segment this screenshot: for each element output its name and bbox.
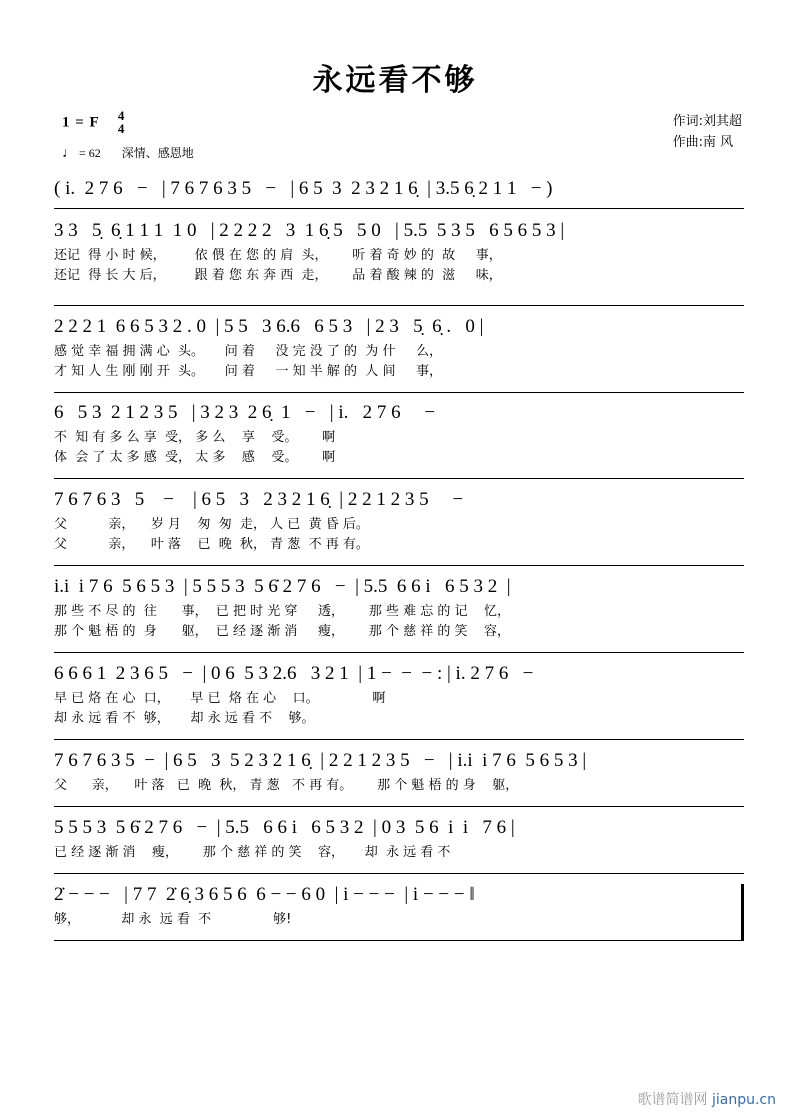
lyric-row-verse1: 感 觉 幸 福 拥 满 心 头。 问 着 没 完 没 了 的 为 什 么， <box>54 344 443 359</box>
note-row: 7 6 7 6 3 5 − | 6 5 3 5 2 3 2 1 6̣ | 2 2 1 2 3 5 − | i.i i 7 6 5 6 5 3 | <box>54 750 587 771</box>
lyric-row-verse2: 却 永 远 看 不 够， 却 永 远 看 不 够。 <box>54 711 315 726</box>
note-row: ( i. 2 7 6 − | 7 6 7 6 3 5 − | 6 5 3 2 3 2 1 6̣ | 3.5 6̣ 2 1 1 − ) <box>54 178 553 199</box>
page-title: 永远看不够 <box>312 63 478 98</box>
expression-marking: 深情、感恩地 <box>121 146 194 160</box>
lyric-row-verse2: 父 亲， 叶 落 已 晚 秋， 青 葱 不 再 有。 <box>54 537 369 552</box>
note-row: 2̇ − − − | 7 7 2̇ 6̣ 3 6 5 6 6 − − 6 0 | i − − − | i − − − ‖ <box>54 884 475 905</box>
staff-divider <box>54 652 744 653</box>
time-signature-denominator: 4 <box>117 121 126 136</box>
lyric-row-verse1: 父 亲， 叶 落 已 晚 秋， 青 葱 不 再 有。 那 个 魁 梧 的 身 躯， <box>54 778 519 793</box>
lyric-row-verse2: 体 会 了 太 多 感 受， 太 多 感 受。 啊 <box>54 450 336 465</box>
composer-credit: 作曲:南 风 <box>672 134 734 150</box>
music-system-10 <box>54 882 744 930</box>
watermark-label: 歌谱简谱网 <box>637 1092 708 1108</box>
lyric-row-verse1: 还记 得 小 时 候， 依 偎 在 您 的 肩 头， 听 着 奇 妙 的 故 事， <box>54 248 502 263</box>
music-system-9 <box>54 815 744 863</box>
music-system-4 <box>54 400 744 468</box>
key-signature: 1 = F <box>62 114 100 131</box>
staff-divider <box>54 873 744 874</box>
staff-divider <box>54 392 744 393</box>
note-row: 7 6 7 6 3 5 − | 6 5 3 2 3 2 1 6̣ | 2 2 1 2 3 5 − <box>54 489 464 510</box>
music-system-6 <box>54 574 744 642</box>
music-system-8 <box>54 748 744 796</box>
score-metadata-left <box>62 110 194 162</box>
note-row: 6 6 6 1 2 3 6 5 − | 0 6 5 3 2.6 3 2 1 | 1 − − − : | i. 2 7 6 − <box>54 663 534 684</box>
music-system-2 <box>54 218 744 286</box>
lyric-row-verse2: 才 知 人 生 刚 刚 开 头。 问 着 一 知 半 解 的 人 间 事， <box>54 364 443 379</box>
tempo-line <box>62 144 194 162</box>
staff-divider <box>54 478 744 479</box>
lyric-row-verse2: 还记 得 长 大 后， 跟 着 您 东 奔 西 走， 品 着 酸 辣 的 滋 味， <box>54 268 502 283</box>
lyric-row-verse2: 那 个 魁 梧 的 身 躯， 已 经 逐 渐 消 瘦， 那 个 慈 祥 的 笑 容， <box>54 624 511 639</box>
music-system-3 <box>54 314 744 382</box>
music-system-7 <box>54 661 744 729</box>
note-row: 5 5 5 3 5 6̇ 2 7 6 − | 5.5 6 6 i 6 5 3 2 | 0 3 5 6 i i 7 6 | <box>54 817 515 838</box>
watermark-site: jianpu.cn <box>711 1092 776 1108</box>
staff-divider <box>54 806 744 807</box>
note-row: i.i i 7 6 5 6 5 3 | 5 5 5 3 5 6̇ 2 7 6 − | 5.5 6 6 i 6 5 3 2 | <box>54 576 511 597</box>
staff-divider <box>54 940 744 941</box>
note-row: 3 3 5̣ 6̣ 1 1 1 1 0 | 2 2 2 2 3 1 6̣ 5 5 0 | 5.5 5 3 5 6 5 6 5 3 | <box>54 220 565 241</box>
lyric-row-verse1: 不 知 有 多 么 享 受， 多 么 享 受。 啊 <box>54 430 336 445</box>
staff-divider <box>54 739 744 740</box>
staff-divider <box>54 565 744 566</box>
time-signature <box>118 109 126 135</box>
lyric-row-verse1: 那 些 不 尽 的 往 事， 已 把 时 光 穿 透， 那 些 难 忘 的 记 忆， <box>54 604 511 619</box>
final-barline <box>741 884 744 940</box>
quarter-note-icon: ♩ <box>62 146 76 161</box>
lyric-row-verse1: 够， 却 永 远 看 不 够! <box>54 912 292 927</box>
tempo-value: = 62 <box>79 146 101 160</box>
score-metadata-right <box>673 112 742 154</box>
key-signature-line <box>62 110 194 136</box>
lyricist-credit: 作词:刘其超 <box>672 114 742 129</box>
note-row: 2 2 2 1 6 6 5 3 2 . 0 | 5 5 3 6.6 6 5 3 | 2 3 5̣ 6̣ . 0 | <box>54 316 484 337</box>
music-system-1 <box>54 176 744 204</box>
lyric-row-verse1: 已 经 逐 渐 消 瘦， 那 个 慈 祥 的 笑 容， 却 永 远 看 不 <box>54 845 451 860</box>
staff-divider <box>54 305 744 306</box>
watermark <box>638 1089 776 1109</box>
time-signature-numerator: 4 <box>117 108 126 123</box>
staff-divider <box>54 208 744 209</box>
music-system-5 <box>54 487 744 555</box>
lyric-row-verse1: 早 已 烙 在 心 口， 早 已 烙 在 心 口。 啊 <box>54 691 386 706</box>
lyric-row-verse1: 父 亲， 岁 月 匆 匆 走， 人 已 黄 昏 后。 <box>54 517 369 532</box>
note-row: 6 5 3 2 1 2 3 5 | 3 2 3 2 6̣ 1 − | i. 2 7 6 − <box>54 402 436 423</box>
